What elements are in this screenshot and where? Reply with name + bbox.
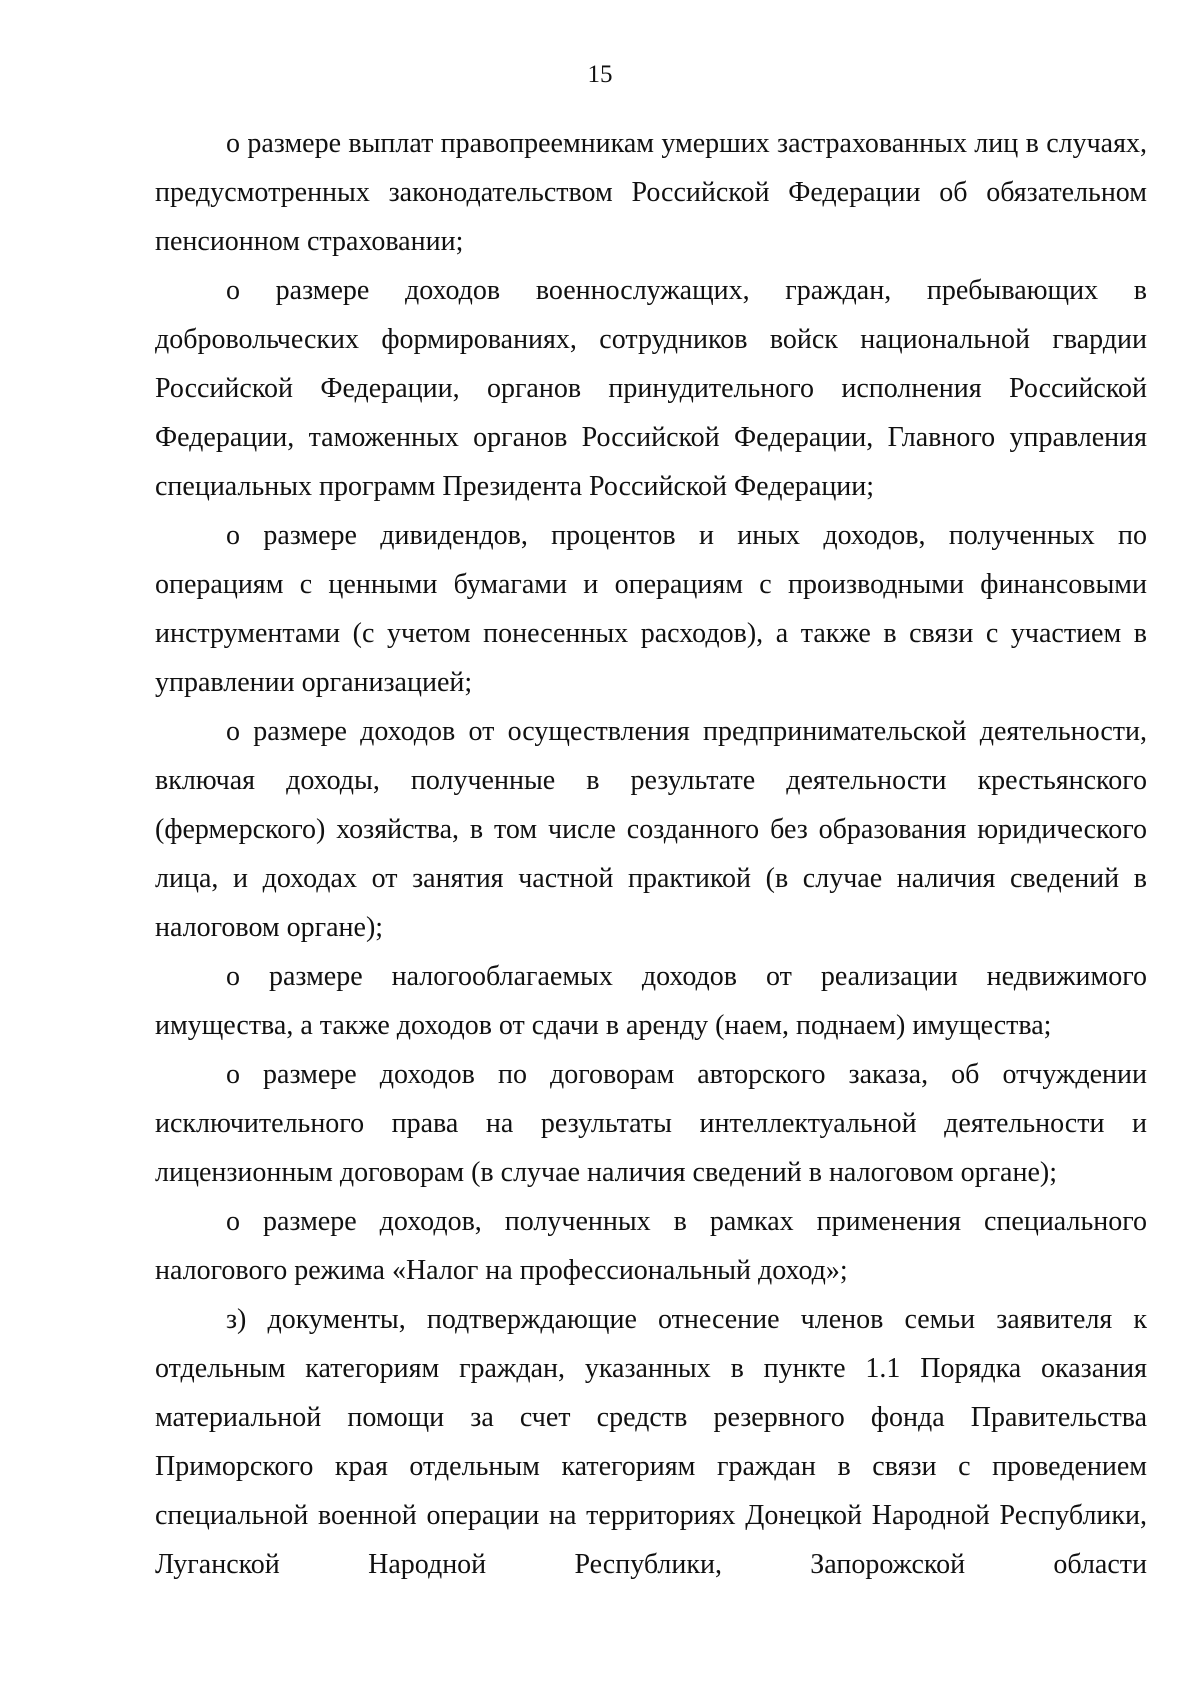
paragraph-copyright-income: о размере доходов по договорам авторского заказа, об отчуждении исключительного права на результаты интеллектуальной деятельности и лицензионным договорам (в случае наличия сведений в налоговом органе); (155, 1059, 1147, 1188)
paragraph-family-documents: з) документы, подтверждающие отнесение членов семьи заявителя к отдельным категориям граждан, указанных в пункте 1.1 Порядка оказания материальной помощи за счет средств резервного фонда Правительства Приморского края отдельным категориям граждан в связи с проведением специальной военной операции на территориях Донецкой Народной Республики, Луганской Народной Республики, Запорожской области (155, 1304, 1147, 1580)
paragraph-professional-income-tax: о размере доходов, полученных в рамках применения специального налогового режима «Налог на профессиональный доход»; (155, 1206, 1147, 1286)
page-number: 15 (587, 61, 613, 88)
paragraph-military-income: о размере доходов военнослужащих, граждан, пребывающих в добровольческих формированиях, сотрудников войск национальной гвардии Российской Федерации, органов принудительного исполнения Российской Федерации, таможенных органов Российской Федерации, Главного управления специальных программ Президента Российской Федерации; (155, 275, 1147, 502)
paragraph-business-income: о размере доходов от осуществления предпринимательской деятельности, включая доходы, полученные в результате деятельности крестьянского (фермерского) хозяйства, в том числе созданного без образования юридического лица, и доходах от занятия частной практикой (в случае наличия сведений в налоговом органе); (155, 716, 1147, 943)
document-body (155, 119, 1147, 1589)
paragraph-dividends: о размере дивидендов, процентов и иных доходов, полученных по операциям с ценными бумагами и операциям с производными финансовыми инструментами (с учетом понесенных расходов), а также в связи с участием в управлении организацией; (155, 520, 1147, 698)
paragraph-real-estate-income: о размере налогооблагаемых доходов от реализации недвижимого имущества, а также доходов от сдачи в аренду (наем, поднаем) имущества; (155, 961, 1147, 1041)
paragraph-successors-payments: о размере выплат правопреемникам умерших застрахованных лиц в случаях, предусмотренных законодательством Российской Федерации об обязательном пенсионном страховании; (155, 128, 1147, 257)
